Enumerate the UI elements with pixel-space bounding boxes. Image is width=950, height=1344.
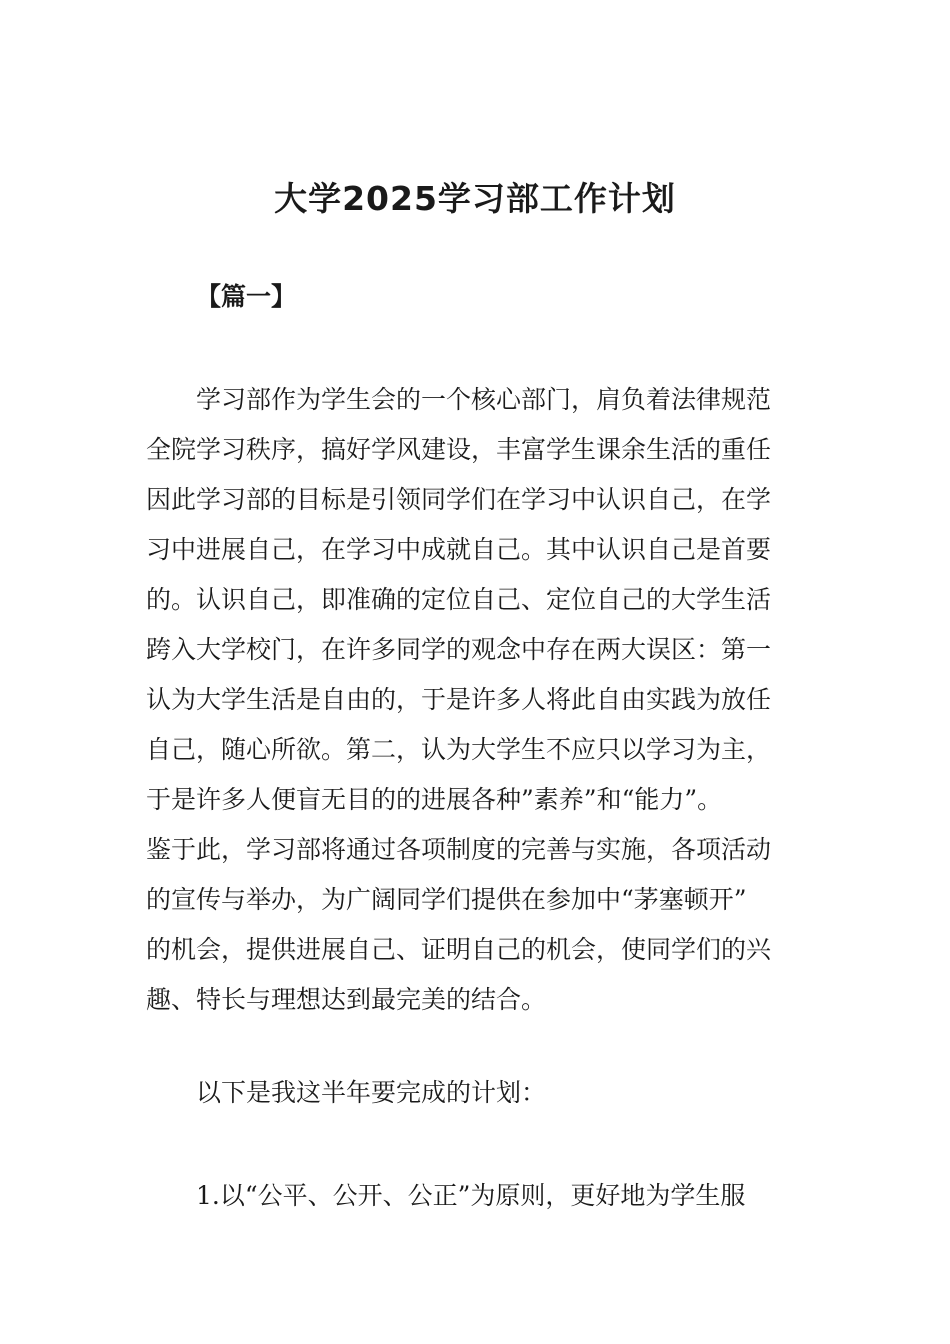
paragraph-line: 自己，随心所欲。第二，认为大学生不应只以学习为主， <box>146 735 772 764</box>
paragraph-line: 因此学习部的目标是引领同学们在学习中认识自己，在学 <box>146 485 772 514</box>
body-paragraph <box>146 375 810 1025</box>
plan-list-item: 1.以“公平、公开、公正”为原则，更好地为学生服 <box>146 1181 746 1210</box>
section-label: 【篇一】 <box>196 282 297 311</box>
plan-intro: 以下是我这半年要完成的计划： <box>146 1078 547 1107</box>
paragraph-line: 的。认识自己，即准确的定位自己、定位自己的大学生活 <box>146 585 772 614</box>
paragraph-line: 的宣传与举办，为广阔同学们提供在参加中“茅塞顿开” <box>146 885 747 914</box>
document-title: 大学2025学习部工作计划 <box>274 179 676 218</box>
paragraph-line: 跨入大学校门，在许多同学的观念中存在两大误区：第一 <box>146 635 772 664</box>
paragraph-line: 趣、特长与理想达到最完美的结合。 <box>146 985 547 1014</box>
paragraph-line: 于是许多人便盲无目的的进展各种”素养”和“能力”。 <box>146 785 723 814</box>
paragraph-line: 习中进展自己，在学习中成就自己。其中认识自己是首要 <box>146 535 772 564</box>
paragraph-line: 鉴于此，学习部将通过各项制度的完善与实施，各项活动 <box>146 835 772 864</box>
paragraph-line: 全院学习秩序，搞好学风建设，丰富学生课余生活的重任 <box>146 435 772 464</box>
paragraph-line: 学习部作为学生会的一个核心部门，肩负着法律规范 <box>146 385 772 414</box>
paragraph-line: 认为大学生活是自由的，于是许多人将此自由实践为放任 <box>146 685 772 714</box>
paragraph-line: 的机会，提供进展自己、证明自己的机会，使同学们的兴 <box>146 935 772 964</box>
